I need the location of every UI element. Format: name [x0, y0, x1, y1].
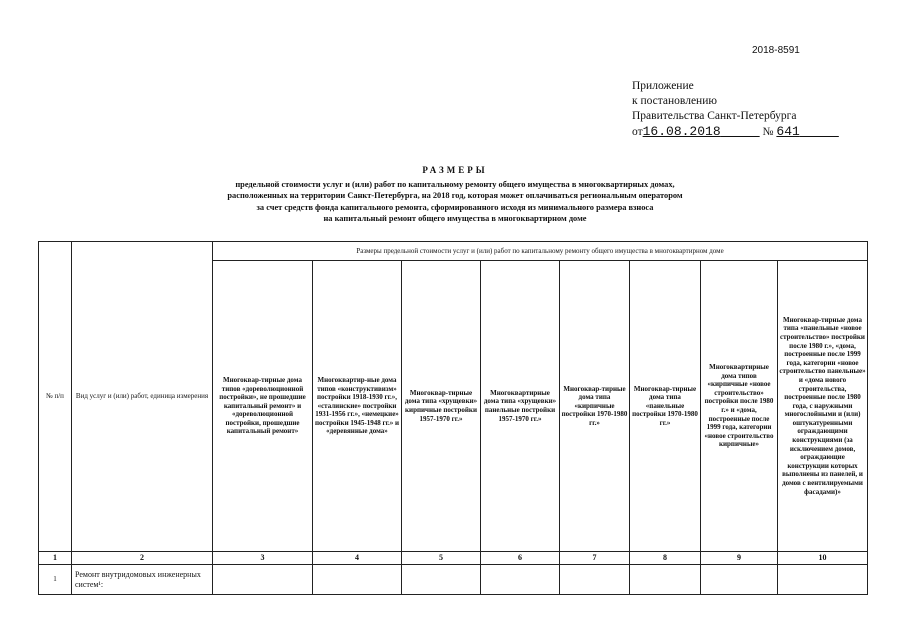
title-line: предельной стоимости услуг и (или) работ по капитальному ремонту общего имущества в многоквартирных домах, — [235, 179, 675, 189]
header-col-7: Многоквар-тирные дома типа «кирпичные постройки 1970-1980 гг.» — [560, 261, 630, 552]
table-cell — [630, 565, 701, 595]
column-number: 3 — [213, 552, 313, 565]
column-number: 6 — [481, 552, 560, 565]
appendix-line: к постановлению — [632, 95, 717, 107]
appendix-block — [632, 79, 839, 140]
row-service-text: Ремонт внутридомовых инженерных систем¹: — [72, 565, 213, 595]
column-number: 5 — [402, 552, 481, 565]
appendix-line: Правительства Санкт-Петербурга — [632, 110, 797, 122]
column-number: 4 — [313, 552, 402, 565]
table-cell — [481, 565, 560, 595]
column-number: 10 — [778, 552, 868, 565]
header-service: Вид услуг и (или) работ, единица измерения — [72, 242, 213, 552]
document-title — [160, 165, 750, 225]
header-col-5: Многоквар-тирные дома типа «хрущевки» кирпичные постройки 1957-1970 гг.» — [402, 261, 481, 552]
document-id: 2018-8591 — [752, 45, 800, 56]
number-prefix: № — [762, 126, 774, 138]
header-group: Размеры предельной стоимости услуг и (или) работ по капитальному ремонту общего имущества в многоквартирном доме — [213, 242, 868, 261]
cost-table — [38, 241, 868, 595]
title-line: расположенных на территории Санкт-Петербурга, на 2018 год, которая может оплачиваться региональным оператором — [227, 191, 683, 200]
header-col-6: Многоквартирные дома типа «хрущевки» панельные постройки 1957-1970 гг.» — [481, 261, 560, 552]
decree-number: 641 — [776, 124, 800, 139]
column-number: 2 — [72, 552, 213, 565]
table-cell — [313, 565, 402, 595]
appendix-line: Приложение — [632, 80, 694, 92]
row-num: 1 — [39, 565, 72, 595]
title-heading: РАЗМЕРЫ — [422, 165, 488, 175]
table-cell — [560, 565, 630, 595]
column-number: 7 — [560, 552, 630, 565]
title-line: за счет средств фонда капитального ремонта, сформированного исходя из минимального размера взноса — [256, 202, 654, 212]
table-cell — [213, 565, 313, 595]
header-col-10: Многоквар-тирные дома типа «панельные «новое строительство» постройки после 1980 г.», «дома, построенные после 1999 года, категории «новое строительство панельные» и «дома нового строительства, построенные после 1980 года, с наружными многослойными и (или) оштукатуренными ограждающими конструкциями (за исключением домов, ограждающие конструкции которых выполнены из панелей, и домов с вентилируемыми фасадами)» — [778, 261, 868, 552]
table-cell — [701, 565, 778, 595]
title-line: на капитальный ремонт общего имущества в многоквартирном доме — [323, 214, 587, 223]
appendix-date-line — [632, 124, 839, 140]
decree-date: 16.08.2018 — [642, 124, 721, 139]
column-number: 8 — [630, 552, 701, 565]
header-col-3: Многоквар-тирные дома типов «дореволюционной постройки», не прошедшие капитальный ремонт» и «дореволюционной постройки, прошедшие капитальный ремонт» — [213, 261, 313, 552]
header-col-9: Многоквартирные дома типов «кирпичные «новое строительство» постройки после 1980 г.» и «дома, построенные после 1999 года, категории «новое строительство кирпичные» — [701, 261, 778, 552]
header-col-4: Многоквартир-ные дома типов «конструктивизм» постройки 1918-1930 гг.», «сталинские» постройки 1931-1956 гг.», «немецкие» постройки 1945-1948 гг.» и «деревянные дома» — [313, 261, 402, 552]
table-cell — [778, 565, 868, 595]
header-num: № п/п — [39, 242, 72, 552]
column-number: 1 — [39, 552, 72, 565]
date-prefix: от — [632, 126, 643, 138]
header-col-8: Многоквар-тирные дома типа «панельные постройки 1970-1980 гг.» — [630, 261, 701, 552]
table-cell — [402, 565, 481, 595]
column-number: 9 — [701, 552, 778, 565]
